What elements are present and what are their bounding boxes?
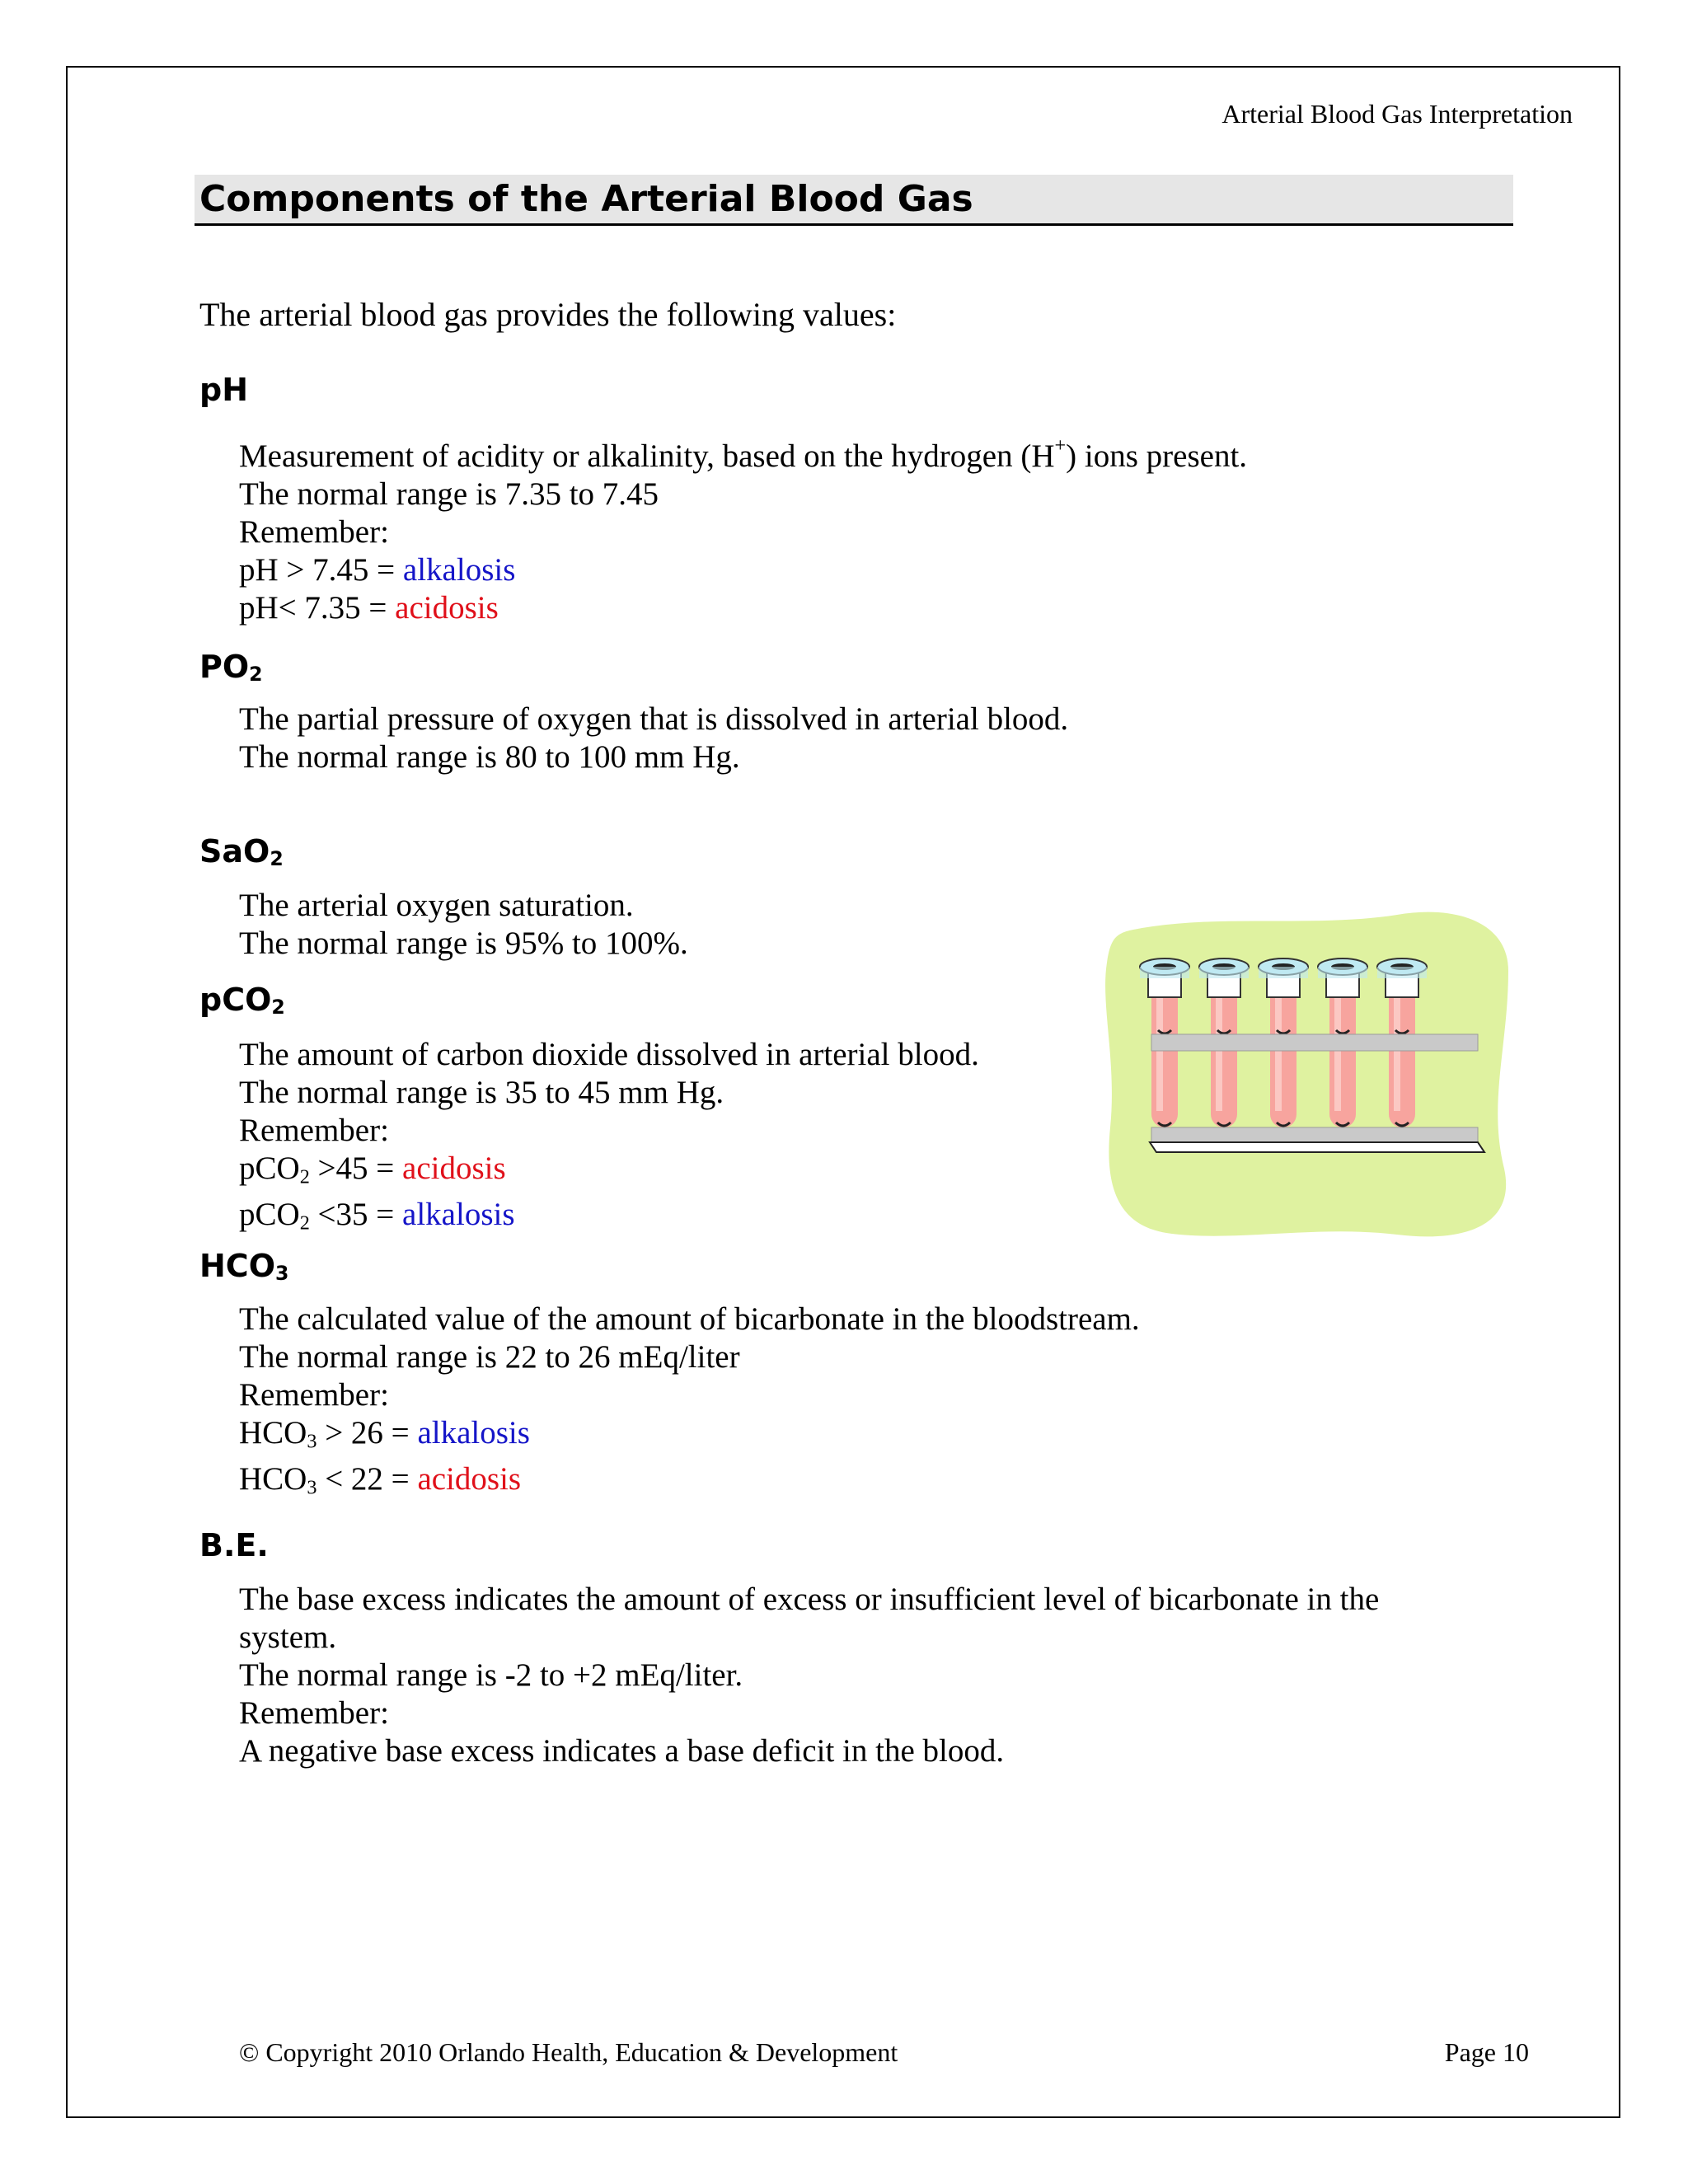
term-hco3: $HCO_3$ [199,1248,289,1286]
term-po2: $PO_2$ [199,649,263,687]
be-description-line2: system. [239,1619,337,1655]
pco2-rule-acidosis: pCO$_2$ >45 = acidosis [239,1151,506,1188]
be-block [239,1581,1379,1770]
hco3-description: The calculated value of the amount of bicarbonate in the bloodstream. [239,1301,1140,1337]
hco3-rule-acidosis: $HCO_3 < 22$ = acidosis [239,1461,522,1499]
term-sao2: SaO$_2$ [199,833,284,871]
po2-description: The partial pressure of oxygen that is dissolved in arterial blood. [239,701,1069,737]
hydrogen-superscript: + [1054,434,1067,457]
term-base-excess: B.E. [199,1527,269,1563]
po2-block [239,701,1068,776]
ph-block [239,427,1247,627]
po2-normal-range: The normal range is 80 to 100 mm Hg. [239,739,740,775]
pco2-normal-range: The normal range is 35 to 45 mm Hg. [239,1075,724,1110]
hco3-block [239,1301,1140,1507]
term-pco2: pCO$_2$ [199,982,285,1019]
pco2-block [239,1036,979,1243]
ph-rule-alkalosis: pH > 7.45 = alkalosis [239,552,516,588]
hco3-remember: Remember: [239,1377,389,1413]
section-title-bar [195,175,1513,226]
section-title: Components of the Arterial Blood Gas [199,178,973,220]
hco3-normal-range: The normal range is 22 to 26 mEq/liter [239,1339,740,1375]
be-remember: Remember: [239,1695,389,1731]
hco3-rule-alkalosis: $HCO_3 > 26$ = alkalosis [239,1415,530,1453]
ph-remember: Remember: [239,514,389,551]
ph-normal-range: The normal range is 7.35 to 7.45 [239,476,659,513]
sao2-description: The arterial oxygen saturation. [239,888,634,923]
running-header: Arterial Blood Gas Interpretation [1221,99,1573,129]
ph-description: Measurement of acidity or alkalinity, based on the hydrogen (H+) ions present. [239,434,1248,475]
be-normal-range: The normal range is -2 to +2 mEq/liter. [239,1657,743,1693]
sao2-block [239,887,688,963]
footer-copyright: © Copyright 2010 Orlando Health, Education & Development [239,2037,898,2067]
term-ph: pH [199,372,249,408]
be-note: A negative base excess indicates a base deficit in the blood. [239,1733,1005,1769]
sao2-normal-range: The normal range is 95% to 100%. [239,926,688,961]
footer-page-number: Page 10 [1444,2037,1529,2067]
pco2-remember: Remember: [239,1113,389,1148]
pco2-rule-alkalosis: pCO$_2$ <35 = alkalosis [239,1197,515,1235]
pco2-description: The amount of carbon dioxide dissolved in arterial blood. [239,1037,979,1072]
intro-text: The arterial blood gas provides the following values: [199,296,897,333]
ph-rule-acidosis: pH< 7.35 = acidosis [239,590,499,626]
test-tube-rack-illustration [1100,905,1517,1243]
be-description-line1: The base excess indicates the amount of excess or insufficient level of bicarbonate in the [239,1582,1380,1617]
